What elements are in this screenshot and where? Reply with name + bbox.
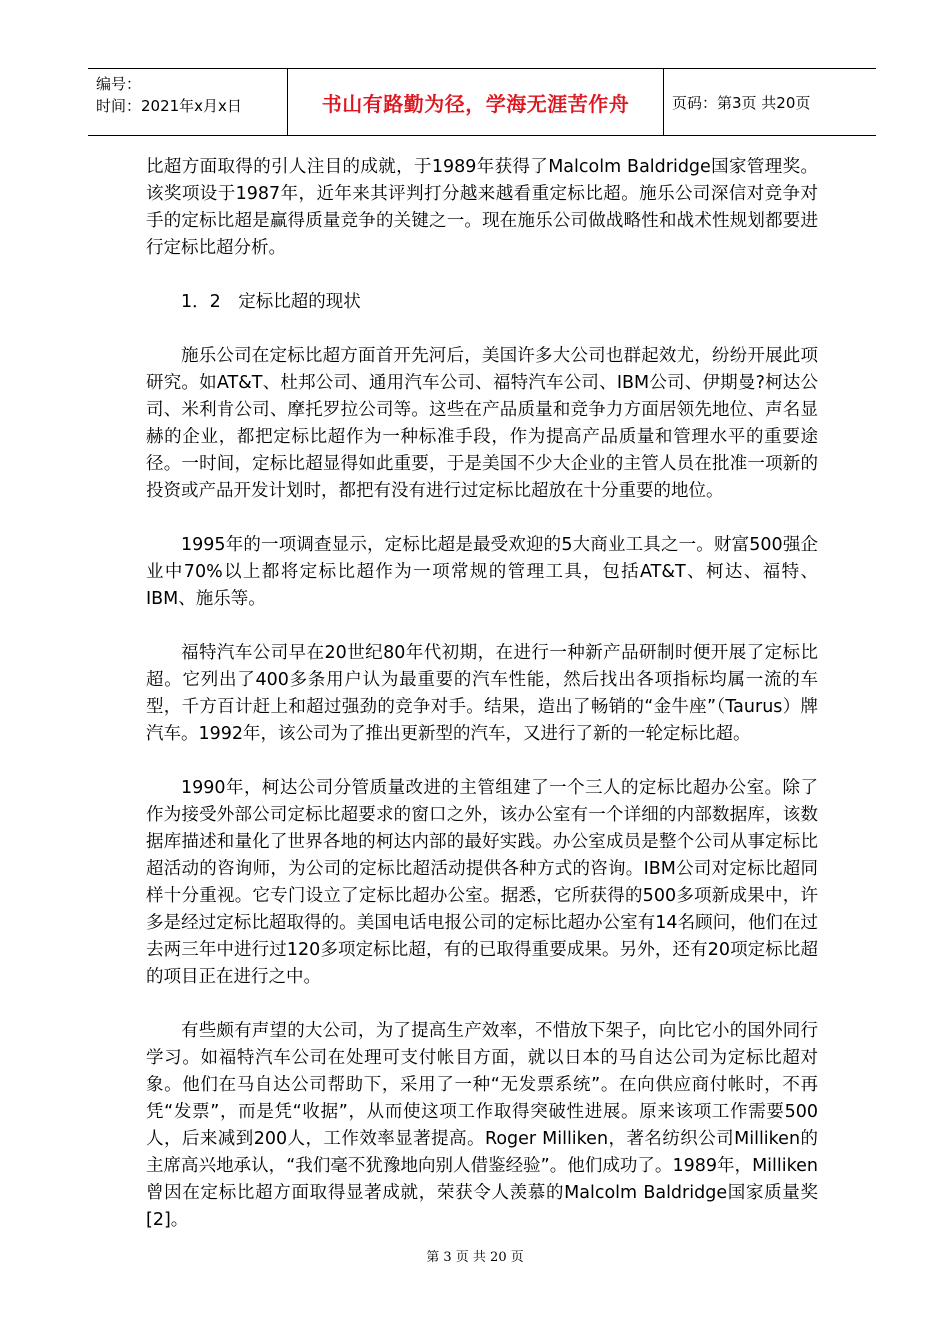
header-info — [88, 69, 288, 135]
section-heading: 1．2 定标比超的现状 — [181, 292, 361, 312]
motto: 书山有路勤为径，学海无涯苦作舟 — [321, 91, 630, 116]
paragraph: 福特汽车公司早在20世纪80年代初期，在进行一种新产品研制时便开展了定标比超。它列出了400多条用户认为最重要的汽车性能，然后找出各项指标均属一流的车型，千方百计赶上和超过强劲的竞争对手。结果，造出了畅销的“金牛座”（Taurus）牌汽车。1992年，该公司为了推出更新型的汽车，又进行了新的一轮定标比超。 — [146, 643, 818, 744]
number-label: 编号： — [96, 75, 142, 93]
document-body — [146, 154, 818, 1261]
paragraph: 1995年的一项调查显示，定标比超是最受欢迎的5大商业工具之一。财富500强企业中70%以上都将定标比超作为一项常规的管理工具，包括AT&T、柯达、福特、IBM、施乐等。 — [146, 535, 818, 609]
header-page-cell — [664, 69, 876, 135]
paragraph: 有些颇有声望的大公司，为了提高生产效率，不惜放下架子，向比它小的国外同行学习。如福特汽车公司在处理可支付帐目方面，就以日本的马自达公司为定标比超对象。他们在马自达公司帮助下，采用了一种“无发票系统”。在向供应商付帐时，不再凭“发票”，而是凭“收据”，从而使这项工作取得突破性进展。原来该项工作需要500人，后来减到200人，工作效率显著提高。Roger Milliken，著名纺织公司Milliken的主席高兴地承认，“我们毫不犹豫地向别人借鉴经验”。他们成功了。1989年，Milliken曾因在定标比超方面取得显著成就，荣获令人羡慕的Malcolm Baldridge国家质量奖[2]。 — [146, 1021, 818, 1230]
header-motto-cell — [288, 69, 664, 135]
paragraph: 施乐公司在定标比超方面首开先河后，美国许多大公司也群起效尤，纷纷开展此项研究。如AT&T、杜邦公司、通用汽车公司、福特汽车公司、IBM公司、伊期曼?柯达公司、米利肯公司、摩托罗拉公司等。这些在产品质量和竞争力方面居领先地位、声名显赫的企业，都把定标比超作为一种标准手段，作为提高产品质量和管理水平的重要途径。一时间，定标比超显得如此重要，于是美国不少大企业的主管人员在批准一项新的投资或产品开发计划时，都把有没有进行过定标比超放在十分重要的地位。 — [146, 346, 818, 501]
time-label: 时间：2021年x月x日 — [96, 97, 242, 115]
page-header — [88, 68, 876, 136]
page-label: 页码：第3页 共20页 — [672, 93, 811, 112]
paragraph-continuation: 比超方面取得的引人注目的成就，于1989年获得了Malcolm Baldridge国家管理奖。该奖项设于1987年，近年来其评判打分越来越看重定标比超。施乐公司深信对竞争对手的定标比超是赢得质量竞争的关键之一。现在施乐公司做战略性和战术性规划都要进行定标比超分析。 — [146, 157, 818, 258]
page-footer: 第 3 页 共 20 页 — [426, 1250, 524, 1265]
paragraph: 1990年，柯达公司分管质量改进的主管组建了一个三人的定标比超办公室。除了作为接受外部公司定标比超要求的窗口之外，该办公室有一个详细的内部数据库，该数据库描述和量化了世界各地的柯达内部的最好实践。办公室成员是整个公司从事定标比超活动的咨询师，为公司的定标比超活动提供各种方式的咨询。IBM公司对定标比超同样十分重视。它专门设立了定标比超办公室。据悉，它所获得的500多项新成果中，许多是经过定标比超取得的。美国电话电报公司的定标比超办公室有14名顾问，他们在过去两三年中进行过120多项定标比超，有的已取得重要成果。另外，还有20项定标比超的项目正在进行之中。 — [146, 778, 818, 987]
